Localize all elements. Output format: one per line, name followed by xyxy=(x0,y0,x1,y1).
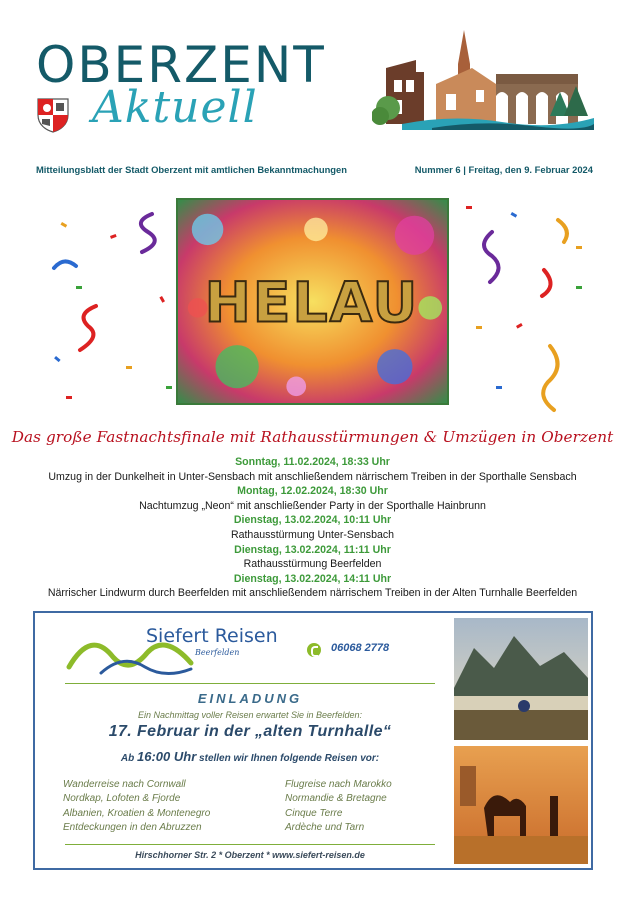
fjord-photo xyxy=(454,618,588,740)
ad-brand-location: Beerfelden xyxy=(195,648,240,657)
ad-time: 16:00 Uhr xyxy=(137,749,197,764)
travel-advertisement xyxy=(33,611,593,870)
trip-item: Nordkap, Lofoten & Fjorde xyxy=(63,793,181,805)
event-list xyxy=(0,455,625,601)
trip-item: Normandie & Bretagne xyxy=(285,793,387,805)
event-date: Montag, 12.02.2024, 18:30 Uhr xyxy=(237,485,388,498)
ad-lead-text: Ein Nachmittag voller Reisen erwartet Sie in Beerfelden: xyxy=(137,710,363,720)
coat-of-arms-icon xyxy=(36,97,70,133)
divider xyxy=(65,683,435,684)
town-skyline-illustration xyxy=(372,28,594,130)
event-headline: Das große Fastnachtsfinale mit Rathausstürmungen & Umzügen in Oberzent xyxy=(11,428,614,446)
masthead-title: OBERZENT xyxy=(36,36,326,94)
helau-word: HELAU xyxy=(204,270,420,335)
masthead-subtitle: Aktuell xyxy=(92,82,258,133)
divider xyxy=(65,844,435,845)
phone-icon xyxy=(307,643,321,657)
ad-phone-number: 06068 2778 xyxy=(331,642,390,654)
helau-image xyxy=(176,198,449,405)
desert-camel-photo xyxy=(454,746,588,864)
ad-time-prefix: Ab xyxy=(120,753,135,764)
event-date: Dienstag, 13.02.2024, 11:11 Uhr xyxy=(234,543,391,556)
ad-event-date: 17. Februar in der „alten Turnhalle“ xyxy=(108,723,392,740)
ad-brand-name: Siefert Reisen xyxy=(146,625,278,647)
ad-time-suffix: stellen wir Ihnen folgende Reisen vor: xyxy=(199,753,380,764)
event-description: Närrischer Lindwurm durch Beerfelden mit anschließendem närrischem Treiben in der Alten Turnhalle Beerfelden xyxy=(47,587,578,600)
issue-info: Nummer 6 | Freitag, den 9. Februar 2024 xyxy=(414,164,593,175)
event-description: Rathausstürmung Beerfelden xyxy=(243,558,382,571)
trip-item: Cinque Terre xyxy=(285,807,343,819)
ad-time-line xyxy=(65,749,435,764)
event-date: Dienstag, 13.02.2024, 10:11 Uhr xyxy=(233,514,392,527)
event-description: Rathausstürmung Unter-Sensbach xyxy=(230,528,395,541)
trip-item: Flugreise nach Marokko xyxy=(285,779,392,790)
event-description: Nachtumzug „Neon“ mit anschließender Party in der Sporthalle Hainbrunn xyxy=(139,499,486,512)
event-description: Umzug in der Dunkelheit in Unter-Sensbach mit anschließendem närrischem Treiben in der Sporthalle Sensbach xyxy=(48,470,577,483)
tagline: Mitteilungsblatt der Stadt Oberzent mit amtlichen Bekanntmachungen xyxy=(36,164,347,175)
event-date: Dienstag, 13.02.2024, 14:11 Uhr xyxy=(233,572,392,585)
trip-item: Wanderreise nach Cornwall xyxy=(63,779,186,790)
ad-footer-address: Hirschhorner Str. 2 * Oberzent * www.siefert-reisen.de xyxy=(135,850,365,860)
trip-item: Entdeckungen in den Abruzzen xyxy=(63,822,202,834)
trip-item: Ardèche und Tarn xyxy=(285,822,365,834)
event-date: Sonntag, 11.02.2024, 18:33 Uhr xyxy=(235,456,390,468)
trip-item: Albanien, Kroatien & Montenegro xyxy=(63,807,211,819)
ad-invitation-title: EINLADUNG xyxy=(197,691,303,706)
